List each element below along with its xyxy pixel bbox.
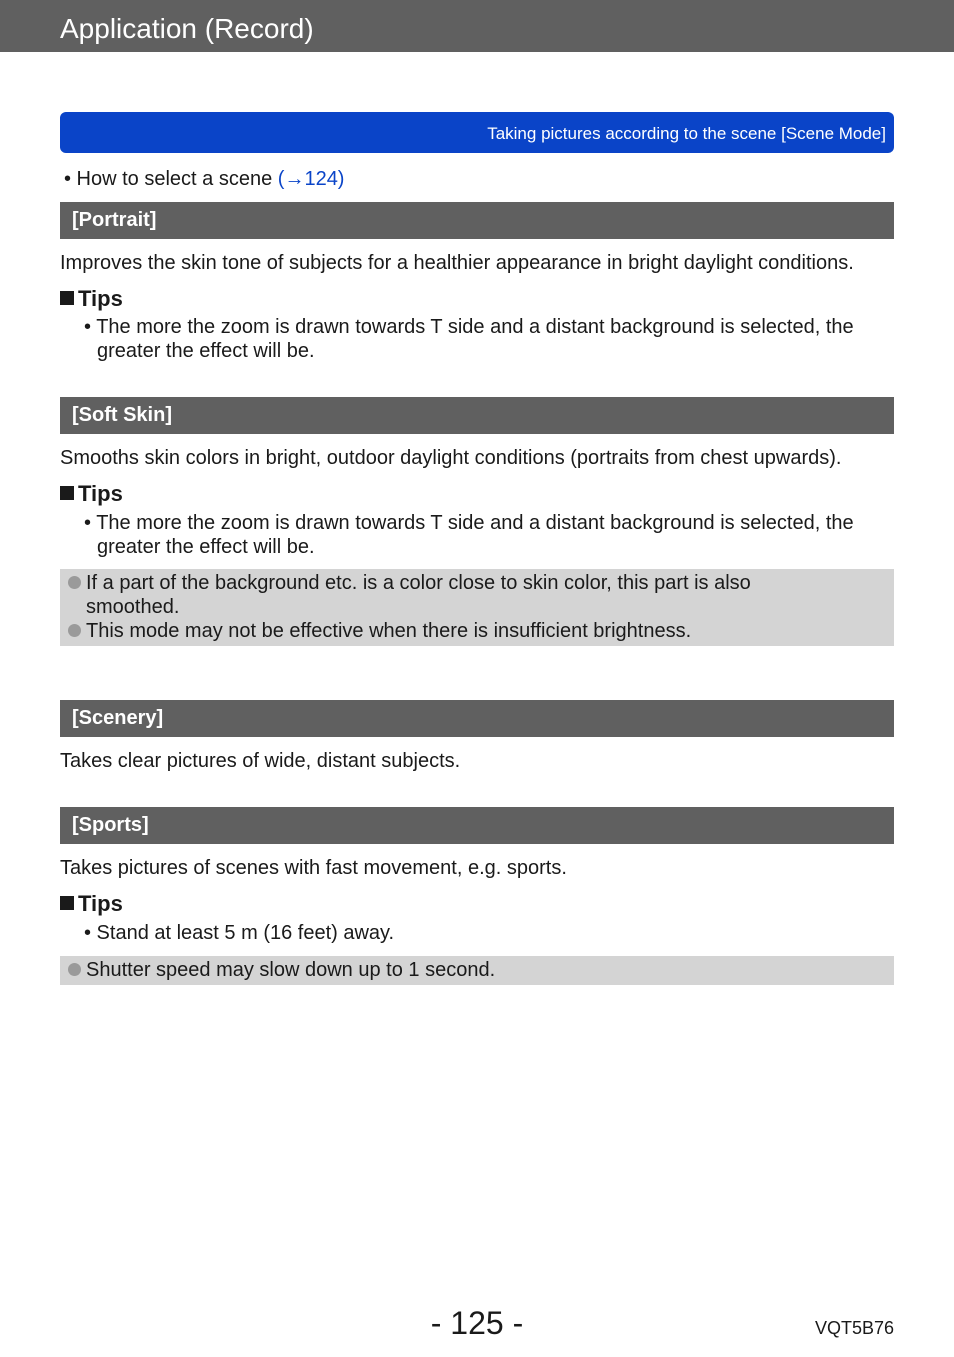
portrait-tip: • The more the zoom is drawn towards T side and a distant background is selected, the greater the effect will be.: [84, 316, 854, 362]
note-item: Shutter speed may slow down up to 1 second.: [68, 958, 884, 982]
sports-header: [Sports]: [60, 807, 894, 844]
soft-skin-tips-label: Tips: [60, 481, 123, 507]
circle-bullet-icon: [68, 576, 81, 589]
select-scene-line: [64, 167, 344, 191]
square-bullet-icon: [60, 896, 74, 910]
scenery-header: [Scenery]: [60, 700, 894, 737]
sports-description: Takes pictures of scenes with fast movement, e.g. sports.: [60, 857, 567, 879]
select-scene-link[interactable]: (→124): [277, 168, 345, 190]
soft-skin-tip: • The more the zoom is drawn towards T side and a distant background is selected, the greater the effect will be.: [84, 512, 854, 558]
scenery-description: Takes clear pictures of wide, distant subjects.: [60, 750, 461, 772]
soft-skin-description: Smooths skin colors in bright, outdoor daylight conditions (portraits from chest upwards).: [60, 447, 842, 469]
square-bullet-icon: [60, 486, 74, 500]
circle-bullet-icon: [68, 963, 81, 976]
sports-tip: • Stand at least 5 m (16 feet) away.: [84, 922, 395, 944]
circle-bullet-icon: [68, 624, 81, 637]
soft-skin-header: [Soft Skin]: [60, 397, 894, 434]
page-title: Application (Record): [60, 13, 314, 44]
select-scene-text: • How to select a scene: [64, 168, 278, 190]
portrait-tips-label: Tips: [60, 286, 123, 312]
note-item: If a part of the background etc. is a color close to skin color, this part is also smoothed.: [68, 571, 826, 619]
portrait-description: Improves the skin tone of subjects for a healthier appearance in bright daylight conditions.: [60, 252, 854, 274]
note-item: This mode may not be effective when there is insufficient brightness.: [68, 619, 884, 643]
sports-tips-label: Tips: [60, 891, 123, 917]
square-bullet-icon: [60, 291, 74, 305]
section-banner: Taking pictures according to the scene [Scene Mode]: [60, 112, 894, 153]
sports-notes: [60, 956, 894, 985]
document-code: VQT5B76: [814, 1318, 894, 1338]
soft-skin-notes: [60, 569, 894, 646]
page-header: [0, 0, 954, 52]
portrait-header: [Portrait]: [60, 202, 894, 239]
page-number: - 125 -: [430, 1305, 524, 1341]
